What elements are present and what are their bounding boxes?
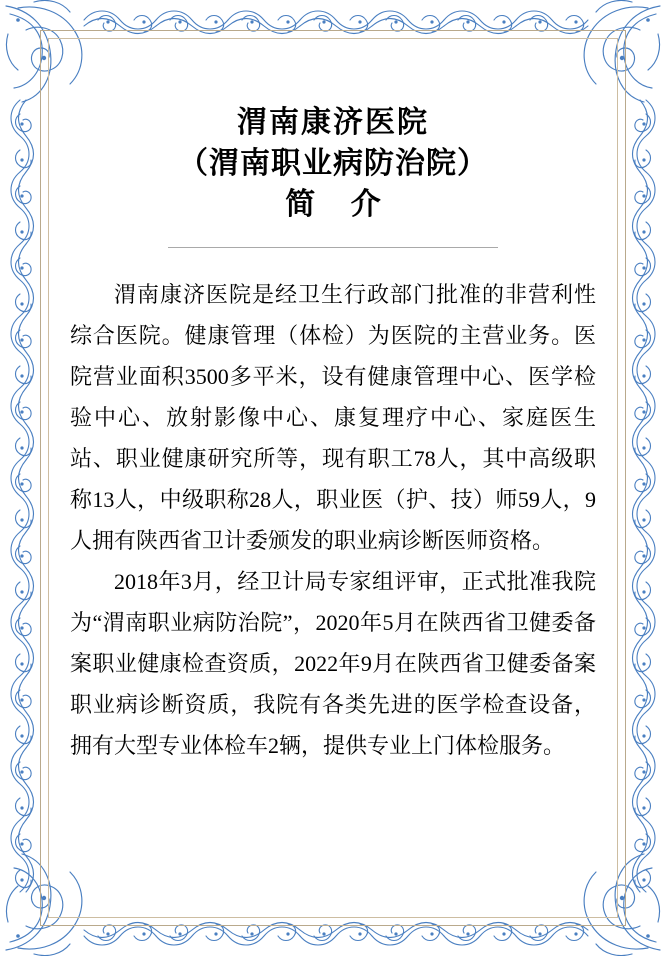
document-content — [70, 70, 596, 886]
page-title: 渭南康济医院 — [237, 106, 429, 139]
document-title-block — [70, 70, 596, 248]
title-divider — [168, 247, 498, 248]
page-title-brief: 简 介 — [285, 188, 395, 221]
paragraph: 2018年3月，经卫计局专家组评审，正式批准我院为“渭南职业病防治院”，2020年5月在陕西省卫健委备案职业健康检查资质，2022年9月在陕西省卫健委备案职业病诊断资质，我院有各类先进的医学检查设备，拥有大型专业体检车2辆，提供专业上门体检服务。 — [70, 569, 596, 758]
document-body — [70, 274, 596, 766]
page-subtitle: （渭南职业病防治院） — [178, 147, 488, 180]
paragraph: 渭南康济医院是经卫生行政部门批准的非营利性综合医院。健康管理（体检）为医院的主营业务。医院营业面积3500多平米，设有健康管理中心、医学检验中心、放射影像中心、康复理疗中心、家庭医生站、职业健康研究所等，现有职工78人，其中高级职称13人，中级职称28人，职业医（护、技）师59人，9人拥有陕西省卫计委颁发的职业病诊断医师资格。 — [70, 282, 596, 553]
